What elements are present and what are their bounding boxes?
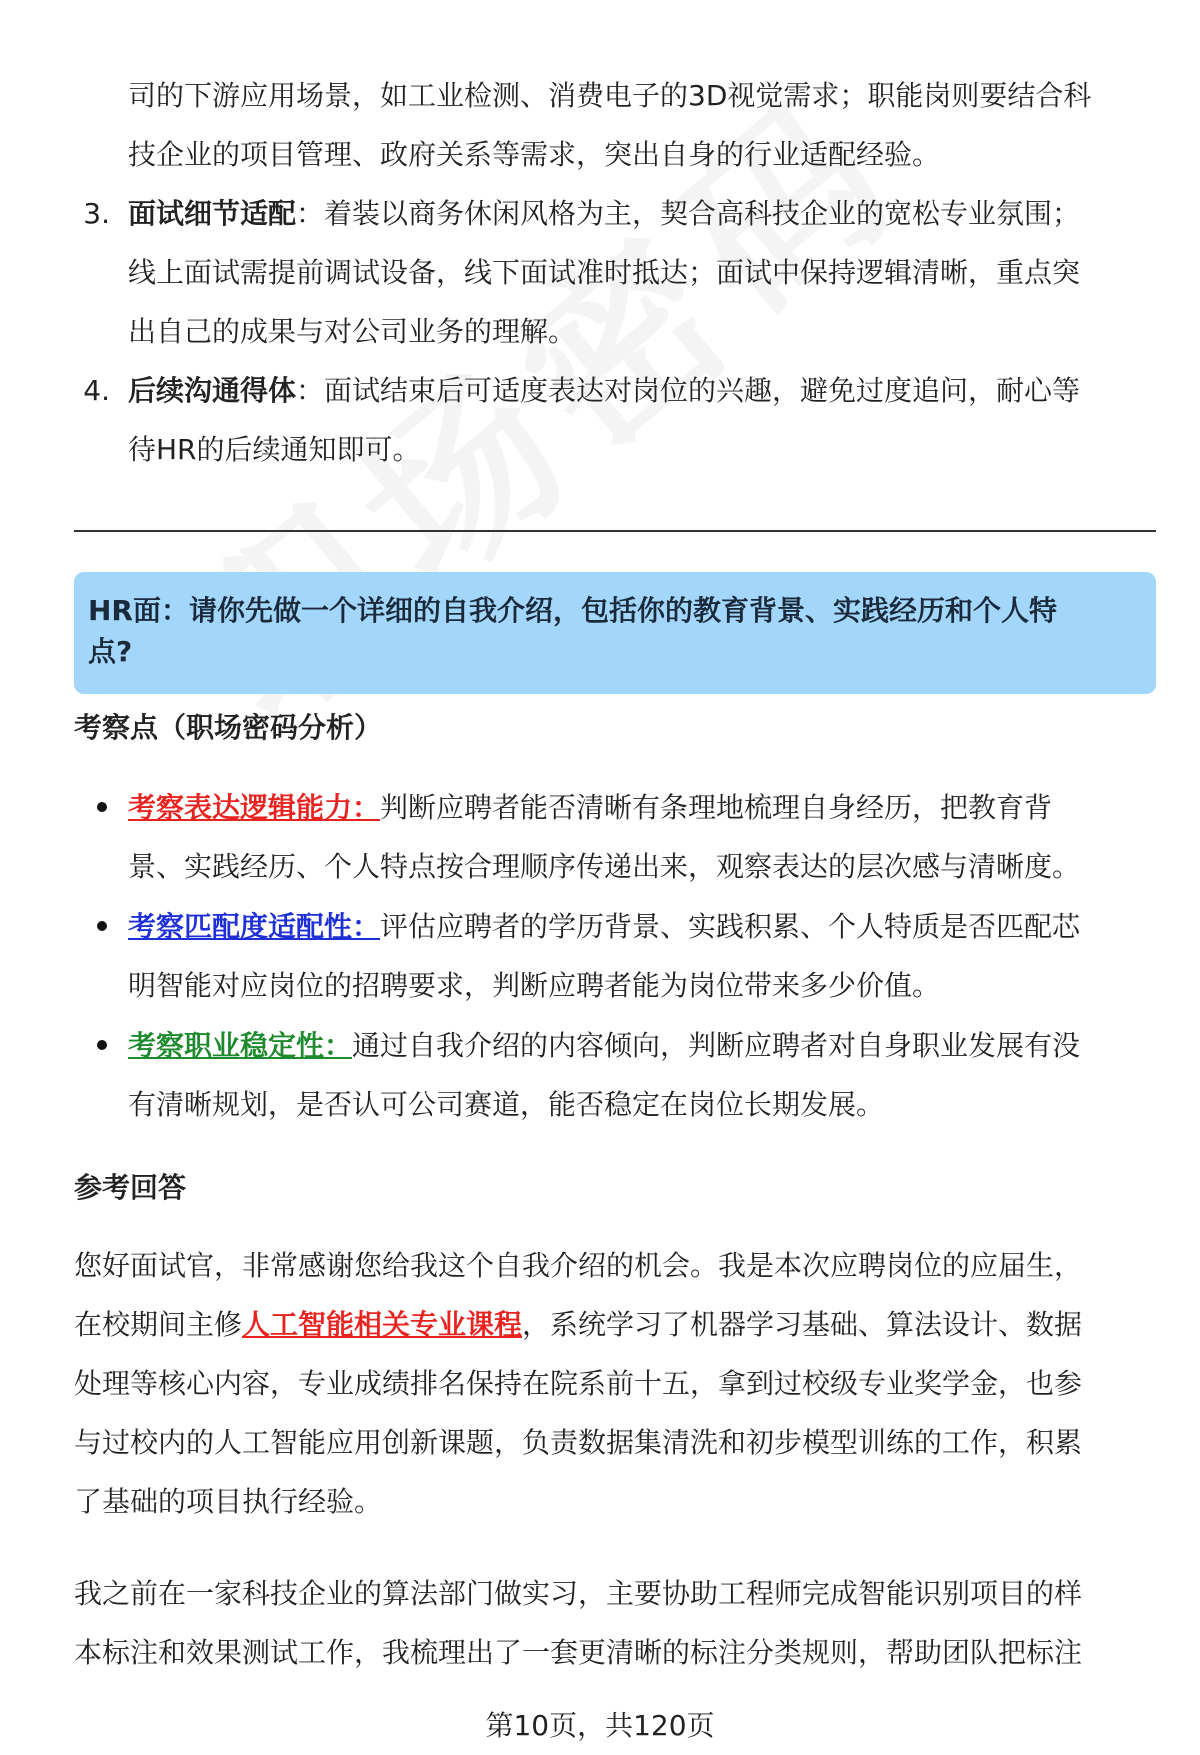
answer-keyword: 人工智能相关专业课程 bbox=[242, 1308, 523, 1341]
analysis-bullet-2-line: 明智能对应岗位的招聘要求，判断应聘者能为岗位带来多少价值。 bbox=[128, 969, 941, 1002]
list-item-4-line: 待HR的后续通知即可。 bbox=[128, 433, 421, 466]
question-line: HR面：请你先做一个详细的自我介绍，包括你的教育背景、实践经历和个人特 bbox=[88, 594, 1057, 627]
list-item-3-line: 线上面试需提前调试设备，线下面试准时抵达；面试中保持逻辑清晰，重点突 bbox=[128, 256, 1081, 289]
question-line: 点? bbox=[88, 635, 133, 668]
bullet-keyword: 考察表达逻辑能力： bbox=[128, 791, 381, 824]
answer-p1-line: 与过校内的人工智能应用创新课题，负责数据集清洗和初步模型训练的工作，积累 bbox=[74, 1426, 1083, 1459]
list-number-4: 4. bbox=[83, 374, 110, 407]
answer-p1-line: 您好面试官，非常感谢您给我这个自我介绍的机会。我是本次应聘岗位的应届生， bbox=[74, 1249, 1083, 1282]
bullet-keyword: 考察匹配度适配性： bbox=[128, 910, 381, 943]
list-item-4-title: 后续沟通得体 bbox=[128, 374, 297, 407]
analysis-bullet-1 bbox=[128, 788, 1052, 828]
list-number-3: 3. bbox=[83, 197, 110, 230]
page-footer: 第10页，共120页 bbox=[485, 1709, 715, 1742]
bullet-dot bbox=[97, 1040, 107, 1050]
analysis-bullet-1-line: 景、实践经历、个人特点按合理顺序传递出来，观察表达的层次感与清晰度。 bbox=[128, 850, 1081, 883]
list-item-3-title: 面试细节适配 bbox=[128, 197, 297, 230]
analysis-bullet-3-line: 有清晰规划，是否认可公司赛道，能否稳定在岗位长期发展。 bbox=[128, 1088, 885, 1121]
answer-p1-line bbox=[74, 1305, 1082, 1345]
analysis-bullet-3 bbox=[128, 1026, 1080, 1066]
list-item-2-line: 技企业的项目管理、政府关系等需求，突出自身的行业适配经验。 bbox=[128, 138, 941, 171]
list-item-4 bbox=[128, 371, 1080, 411]
analysis-heading: 考察点（职场密码分析） bbox=[74, 711, 383, 744]
answer-text: 在校期间主修 bbox=[74, 1308, 243, 1341]
answer-p1-line: 处理等核心内容，专业成绩排名保持在院系前十五，拿到过校级专业奖学金，也参 bbox=[74, 1367, 1083, 1400]
bullet-text: 通过自我介绍的内容倾向，判断应聘者对自身职业发展有没 bbox=[352, 1029, 1081, 1062]
answer-text: ，系统学习了机器学习基础、算法设计、数据 bbox=[522, 1308, 1083, 1341]
list-item-2-line: 司的下游应用场景，如工业检测、消费电子的3D视觉需求；职能岗则要结合科 bbox=[128, 79, 1092, 112]
list-item-3-text: ：着装以商务休闲风格为主，契合高科技企业的宽松专业氛围； bbox=[296, 197, 1081, 230]
answer-p1-line: 了基础的项目执行经验。 bbox=[74, 1485, 383, 1518]
question-box bbox=[74, 572, 1156, 694]
analysis-bullet-2 bbox=[128, 907, 1080, 947]
list-item-3-line: 出自己的成果与对公司业务的理解。 bbox=[128, 315, 577, 348]
list-item-4-text: ：面试结束后可适度表达对岗位的兴趣，避免过度追问，耐心等 bbox=[296, 374, 1081, 407]
bullet-text: 判断应聘者能否清晰有条理地梳理自身经历，把教育背 bbox=[380, 791, 1053, 824]
list-item-3 bbox=[128, 194, 1080, 234]
bullet-text: 评估应聘者的学历背景、实践积累、个人特质是否匹配芯 bbox=[380, 910, 1081, 943]
answer-heading: 参考回答 bbox=[74, 1171, 187, 1204]
bullet-keyword: 考察职业稳定性： bbox=[128, 1029, 353, 1062]
bullet-dot bbox=[97, 802, 107, 812]
answer-p2-line: 我之前在一家科技企业的算法部门做实习，主要协助工程师完成智能识别项目的样 bbox=[74, 1577, 1083, 1610]
answer-p2-line: 本标注和效果测试工作，我梳理出了一套更清晰的标注分类规则，帮助团队把标注 bbox=[74, 1636, 1083, 1669]
section-divider bbox=[74, 530, 1156, 532]
bullet-dot bbox=[97, 921, 107, 931]
